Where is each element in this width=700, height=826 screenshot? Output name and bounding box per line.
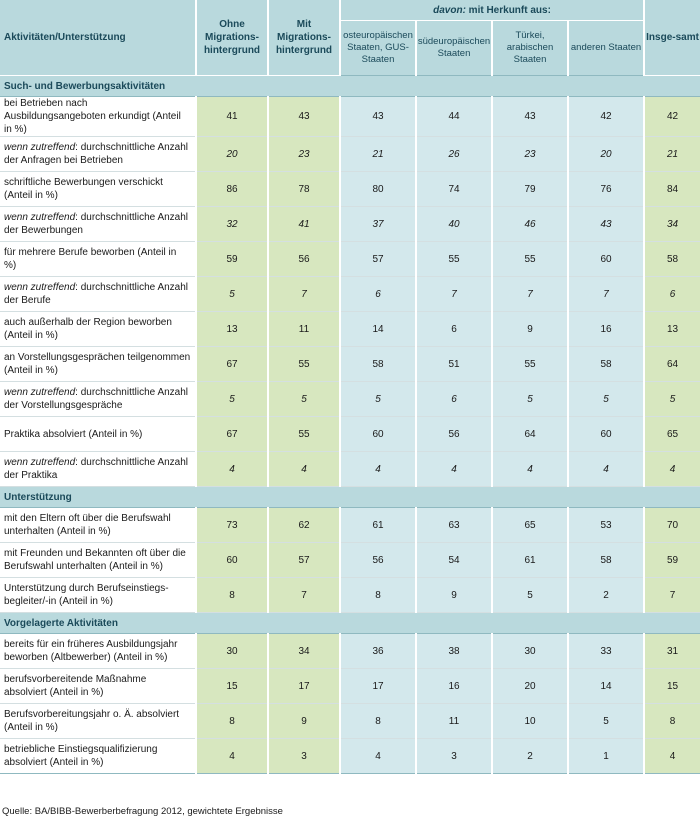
cell-mit: 23 xyxy=(268,137,340,172)
cell-ohne: 59 xyxy=(196,242,268,277)
cell-tuerkei: 10 xyxy=(492,704,568,739)
cell-mit: 4 xyxy=(268,452,340,487)
row-label xyxy=(0,172,196,207)
cell-mit: 11 xyxy=(268,312,340,347)
row-label-text: Berufsvorbereitungsjahr o. Ä. absolviert (Anteil in %) xyxy=(4,709,180,733)
cell-insgesamt: 7 xyxy=(644,578,700,613)
cell-ost: 57 xyxy=(340,242,416,277)
cell-sued: 44 xyxy=(416,97,492,137)
table-row xyxy=(0,207,700,242)
cell-andere: 76 xyxy=(568,172,644,207)
header-insgesamt: Insge-samt xyxy=(644,0,700,76)
cell-insgesamt: 21 xyxy=(644,137,700,172)
cell-mit: 55 xyxy=(268,417,340,452)
cell-tuerkei: 43 xyxy=(492,97,568,137)
cell-tuerkei: 46 xyxy=(492,207,568,242)
row-label xyxy=(0,739,196,774)
section-title: Such- und Bewerbungsaktivitäten xyxy=(0,76,700,97)
header-osteuropaeische-staaten: osteuropäischen Staaten, GUS-Staaten xyxy=(340,21,416,76)
cell-tuerkei: 55 xyxy=(492,347,568,382)
cell-ost: 56 xyxy=(340,543,416,578)
cell-sued: 40 xyxy=(416,207,492,242)
cell-andere: 20 xyxy=(568,137,644,172)
cell-insgesamt: 84 xyxy=(644,172,700,207)
cell-andere: 60 xyxy=(568,417,644,452)
cell-andere: 16 xyxy=(568,312,644,347)
row-label-text: mit den Eltern oft über die Berufswahl unterhalten (Anteil in %) xyxy=(4,513,171,537)
source-note: Quelle: BA/BIBB-Bewerberbefragung 2012, gewichtete Ergebnisse xyxy=(2,806,283,817)
cell-sued: 16 xyxy=(416,669,492,704)
cell-sued: 63 xyxy=(416,508,492,543)
row-label xyxy=(0,347,196,382)
cell-sued: 4 xyxy=(416,452,492,487)
cell-tuerkei: 20 xyxy=(492,669,568,704)
cell-andere: 43 xyxy=(568,207,644,242)
cell-insgesamt: 5 xyxy=(644,382,700,417)
cell-insgesamt: 15 xyxy=(644,669,700,704)
cell-ohne: 4 xyxy=(196,452,268,487)
row-label-text: : durchschnittliche Anzahl der Praktika xyxy=(4,457,189,481)
cell-insgesamt: 13 xyxy=(644,312,700,347)
cell-sued: 38 xyxy=(416,634,492,669)
cell-ost: 17 xyxy=(340,669,416,704)
cell-ohne: 86 xyxy=(196,172,268,207)
cell-ohne: 5 xyxy=(196,277,268,312)
row-label xyxy=(0,382,196,417)
cell-mit: 56 xyxy=(268,242,340,277)
cell-sued: 74 xyxy=(416,172,492,207)
table-row xyxy=(0,543,700,578)
row-label-condition: wenn zutreffend xyxy=(4,212,76,223)
cell-sued: 56 xyxy=(416,417,492,452)
cell-mit: 41 xyxy=(268,207,340,242)
row-label-text: betriebliche Einstiegsqualifizierung absolviert (Anteil in %) xyxy=(4,744,158,768)
cell-mit: 34 xyxy=(268,634,340,669)
cell-sued: 7 xyxy=(416,277,492,312)
cell-sued: 9 xyxy=(416,578,492,613)
cell-mit: 5 xyxy=(268,382,340,417)
cell-sued: 3 xyxy=(416,739,492,774)
cell-tuerkei: 5 xyxy=(492,382,568,417)
table-row xyxy=(0,347,700,382)
cell-ohne: 8 xyxy=(196,578,268,613)
cell-andere: 4 xyxy=(568,452,644,487)
row-label xyxy=(0,704,196,739)
cell-ost: 43 xyxy=(340,97,416,137)
cell-andere: 53 xyxy=(568,508,644,543)
cell-ost: 4 xyxy=(340,452,416,487)
cell-insgesamt: 65 xyxy=(644,417,700,452)
cell-insgesamt: 59 xyxy=(644,543,700,578)
cell-tuerkei: 61 xyxy=(492,543,568,578)
cell-andere: 58 xyxy=(568,543,644,578)
cell-andere: 1 xyxy=(568,739,644,774)
row-label-text: berufsvorbereitende Maßnahme absolviert (Anteil in %) xyxy=(4,674,147,698)
header-mit-migrationshintergrund: Mit Migrations-hintergrund xyxy=(268,0,340,76)
row-label-condition: wenn zutreffend xyxy=(4,387,76,398)
cell-sued: 6 xyxy=(416,382,492,417)
cell-ohne: 13 xyxy=(196,312,268,347)
header-tuerkei-arabische-staaten: Türkei, arabischen Staaten xyxy=(492,21,568,76)
row-label xyxy=(0,242,196,277)
cell-andere: 2 xyxy=(568,578,644,613)
cell-ohne: 20 xyxy=(196,137,268,172)
cell-mit: 78 xyxy=(268,172,340,207)
row-label xyxy=(0,578,196,613)
cell-tuerkei: 4 xyxy=(492,452,568,487)
cell-andere: 5 xyxy=(568,704,644,739)
cell-insgesamt: 6 xyxy=(644,277,700,312)
cell-mit: 3 xyxy=(268,739,340,774)
cell-mit: 55 xyxy=(268,347,340,382)
header-davon-em: davon: xyxy=(433,4,466,16)
cell-andere: 42 xyxy=(568,97,644,137)
header-suedeuropaeische-staaten: südeuropäischen Staaten xyxy=(416,21,492,76)
row-label-text: : durchschnittliche Anzahl der Berufe xyxy=(4,282,189,306)
cell-ohne: 30 xyxy=(196,634,268,669)
section-header xyxy=(0,487,700,508)
table-row xyxy=(0,452,700,487)
row-label-text: : durchschnittliche Anzahl der Bewerbungen xyxy=(4,212,189,236)
table-row xyxy=(0,382,700,417)
row-label-text: bereits für ein früheres Ausbildungsjahr beworben (Altbewerber) (Anteil in %) xyxy=(4,639,178,663)
cell-mit: 62 xyxy=(268,508,340,543)
cell-insgesamt: 31 xyxy=(644,634,700,669)
cell-insgesamt: 34 xyxy=(644,207,700,242)
table-row xyxy=(0,739,700,774)
cell-tuerkei: 23 xyxy=(492,137,568,172)
section-header xyxy=(0,76,700,97)
row-label xyxy=(0,277,196,312)
cell-mit: 9 xyxy=(268,704,340,739)
cell-tuerkei: 2 xyxy=(492,739,568,774)
cell-sued: 54 xyxy=(416,543,492,578)
cell-andere: 7 xyxy=(568,277,644,312)
row-label-text: für mehrere Berufe beworben (Anteil in %) xyxy=(4,247,177,271)
row-label xyxy=(0,97,196,137)
cell-ohne: 41 xyxy=(196,97,268,137)
cell-tuerkei: 64 xyxy=(492,417,568,452)
cell-tuerkei: 9 xyxy=(492,312,568,347)
table-row xyxy=(0,417,700,452)
row-label xyxy=(0,137,196,172)
cell-insgesamt: 4 xyxy=(644,452,700,487)
row-label xyxy=(0,543,196,578)
row-label-condition: wenn zutreffend xyxy=(4,282,76,293)
cell-tuerkei: 5 xyxy=(492,578,568,613)
row-label-text: schriftliche Bewerbungen verschickt (Anteil in %) xyxy=(4,177,163,201)
cell-insgesamt: 64 xyxy=(644,347,700,382)
table-row xyxy=(0,312,700,347)
cell-ost: 6 xyxy=(340,277,416,312)
cell-sued: 55 xyxy=(416,242,492,277)
cell-tuerkei: 65 xyxy=(492,508,568,543)
cell-ost: 5 xyxy=(340,382,416,417)
row-label-text: Unterstützung durch Berufseinstiegs-begleiter/-in (Anteil in %) xyxy=(4,583,169,607)
table-row xyxy=(0,578,700,613)
cell-andere: 58 xyxy=(568,347,644,382)
cell-sued: 6 xyxy=(416,312,492,347)
row-label-text: mit Freunden und Bekannten oft über die Berufswahl unterhalten (Anteil in %) xyxy=(4,548,186,572)
cell-ohne: 67 xyxy=(196,417,268,452)
cell-ohne: 4 xyxy=(196,739,268,774)
section-header xyxy=(0,613,700,634)
cell-insgesamt: 42 xyxy=(644,97,700,137)
cell-tuerkei: 79 xyxy=(492,172,568,207)
cell-ost: 8 xyxy=(340,704,416,739)
cell-mit: 17 xyxy=(268,669,340,704)
section-title: Unterstützung xyxy=(0,487,700,508)
row-label-condition: wenn zutreffend xyxy=(4,142,76,153)
cell-ohne: 60 xyxy=(196,543,268,578)
table-row xyxy=(0,137,700,172)
row-label xyxy=(0,312,196,347)
row-label-text: bei Betrieben nach Ausbildungsangeboten erkundigt (Anteil in %) xyxy=(4,98,181,135)
cell-ost: 36 xyxy=(340,634,416,669)
row-label xyxy=(0,508,196,543)
table-row xyxy=(0,172,700,207)
header-activities: Aktivitäten/Unterstützung xyxy=(0,0,196,76)
header-ohne-migrationshintergrund: Ohne Migrations-hintergrund xyxy=(196,0,268,76)
cell-andere: 5 xyxy=(568,382,644,417)
cell-ohne: 73 xyxy=(196,508,268,543)
table-row xyxy=(0,669,700,704)
table-row xyxy=(0,97,700,137)
cell-sued: 26 xyxy=(416,137,492,172)
cell-ost: 37 xyxy=(340,207,416,242)
cell-ohne: 8 xyxy=(196,704,268,739)
cell-andere: 33 xyxy=(568,634,644,669)
cell-insgesamt: 4 xyxy=(644,739,700,774)
cell-ost: 58 xyxy=(340,347,416,382)
cell-ohne: 15 xyxy=(196,669,268,704)
cell-tuerkei: 7 xyxy=(492,277,568,312)
cell-sued: 51 xyxy=(416,347,492,382)
table-row xyxy=(0,704,700,739)
row-label xyxy=(0,669,196,704)
cell-mit: 7 xyxy=(268,578,340,613)
row-label-text: : durchschnittliche Anzahl der Vorstellungsgespräche xyxy=(4,387,189,411)
cell-andere: 60 xyxy=(568,242,644,277)
cell-ost: 61 xyxy=(340,508,416,543)
table-row xyxy=(0,277,700,312)
row-label xyxy=(0,452,196,487)
table-row xyxy=(0,634,700,669)
cell-mit: 43 xyxy=(268,97,340,137)
table-row xyxy=(0,508,700,543)
row-label-text: an Vorstellungsgesprächen teilgenommen (Anteil in %) xyxy=(4,352,191,376)
section-title: Vorgelagerte Aktivitäten xyxy=(0,613,700,634)
cell-insgesamt: 70 xyxy=(644,508,700,543)
cell-insgesamt: 58 xyxy=(644,242,700,277)
cell-ohne: 5 xyxy=(196,382,268,417)
row-label-text: Praktika absolviert (Anteil in %) xyxy=(4,428,143,440)
table-body xyxy=(0,76,700,774)
row-label xyxy=(0,417,196,452)
cell-mit: 7 xyxy=(268,277,340,312)
cell-ost: 14 xyxy=(340,312,416,347)
cell-ost: 21 xyxy=(340,137,416,172)
row-label-text: : durchschnittliche Anzahl der Anfragen bei Betrieben xyxy=(4,142,189,166)
cell-ohne: 67 xyxy=(196,347,268,382)
cell-sued: 11 xyxy=(416,704,492,739)
cell-ost: 8 xyxy=(340,578,416,613)
table-row xyxy=(0,242,700,277)
cell-tuerkei: 30 xyxy=(492,634,568,669)
cell-mit: 57 xyxy=(268,543,340,578)
cell-insgesamt: 8 xyxy=(644,704,700,739)
cell-tuerkei: 55 xyxy=(492,242,568,277)
row-label-condition: wenn zutreffend xyxy=(4,457,76,468)
cell-andere: 14 xyxy=(568,669,644,704)
row-label-text: auch außerhalb der Region beworben (Anteil in %) xyxy=(4,317,172,341)
header-davon-rest: mit Herkunft aus: xyxy=(465,4,551,16)
row-label xyxy=(0,207,196,242)
cell-ost: 60 xyxy=(340,417,416,452)
table-header xyxy=(0,0,700,76)
cell-ost: 4 xyxy=(340,739,416,774)
header-davon-group xyxy=(340,0,644,21)
cell-ost: 80 xyxy=(340,172,416,207)
row-label xyxy=(0,634,196,669)
header-andere-staaten: anderen Staaten xyxy=(568,21,644,76)
cell-ohne: 32 xyxy=(196,207,268,242)
